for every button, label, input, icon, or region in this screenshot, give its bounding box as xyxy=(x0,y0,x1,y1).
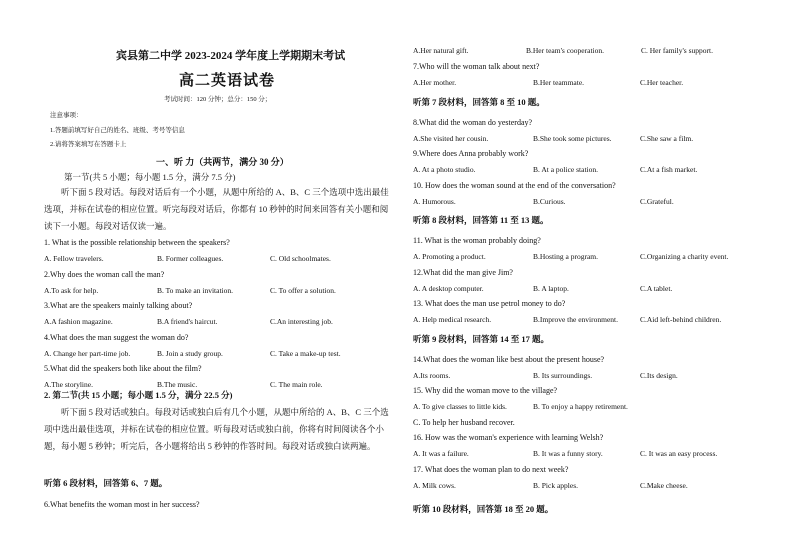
notes-heading: 注意事项： xyxy=(50,112,83,119)
question-5-option-c: C. The main role. xyxy=(270,380,323,389)
group-heading-6: 听第 6 段材料，回答第 6、7 题。 xyxy=(44,478,168,488)
question: 11. What is the woman probably doing? xyxy=(413,236,541,245)
question-4-option-c: C. Take a make-up test. xyxy=(270,348,341,358)
right-column xyxy=(413,0,758,560)
option-a: A.Her mother. xyxy=(413,78,457,87)
question: 13. What does the man use petrol money to do? xyxy=(413,299,566,308)
question-2: 2.Why does the woman call the man? xyxy=(44,269,165,279)
group-heading-10: 听第 10 段材料，回答第 18 至 20 题。 xyxy=(413,504,554,514)
option-b: B.Curious. xyxy=(533,196,566,206)
question-3-option-c: C.An interesting job. xyxy=(270,317,333,326)
option-a: A.She visited her cousin. xyxy=(413,133,489,143)
exam-title: 宾县第二中学 2023-2024 学年度上学期期末考试 xyxy=(116,50,346,62)
option-b: B. It was a funny story. xyxy=(533,449,603,458)
option-c: C.A tablet. xyxy=(640,283,673,293)
part2-instructions: 听下面 5 段对话或独白。每段对话或独白后有几个小题，从题中所给的 A、B、C 三个选项中选出最佳选项，并标在试卷的相应位置。听每段对话或独白前，你将有时间阅读各个小题，每小题 5 秒钟；听完后，各小题将给出 5 秒钟的作答时间。每段对话或独白读两遍。 xyxy=(44,407,389,451)
question-5-option-a: A.The storyline. xyxy=(44,380,93,389)
option-c: C.At a fish market. xyxy=(640,165,698,174)
option-b: B.Improve the environment. xyxy=(533,315,618,324)
option-c: C. It was an easy process. xyxy=(640,449,718,458)
question-3: 3.What are the speakers mainly talking about? xyxy=(44,301,193,310)
question: 9.Where does Anna probably work? xyxy=(413,149,529,158)
question-2-option-b: B. To make an invitation. xyxy=(157,285,233,295)
question-5-option-b: B.The music. xyxy=(157,380,198,389)
question-2-option-a: A.To ask for help. xyxy=(44,285,99,295)
question: 17. What does the woman plan to do next week? xyxy=(413,464,569,474)
option-c: C.Grateful. xyxy=(640,196,674,206)
q6-option-c: C. Her family's support. xyxy=(641,46,713,55)
option-c: C.Aid left-behind children. xyxy=(640,315,722,324)
q6-option-a: A.Her natural gift. xyxy=(413,46,469,55)
option-a: A. It was a failure. xyxy=(413,449,469,458)
question: 7.Who will the woman talk about next? xyxy=(413,62,540,71)
option-a: A. To give classes to little kids. xyxy=(413,402,507,411)
option-a: A. Humorous. xyxy=(413,196,456,206)
part1-instructions: 听下面 5 段对话。每段对话后有一个小题，从题中所给的 A、B、C 三个选项中选出最佳选项，并标在试卷的相应位置。听完每段对话后，你都有 10 秒钟的时间来回答有关小题和阅读下一小题。每段对话仅读一遍。 xyxy=(44,187,389,231)
option-b: B. At a police station. xyxy=(533,165,598,174)
question-3-option-a: A.A fashion magazine. xyxy=(44,317,113,326)
question-2-option-c: C. To offer a solution. xyxy=(270,285,336,295)
option-b: B.She took some pictures. xyxy=(533,133,612,143)
option-c: C.She saw a film. xyxy=(640,133,694,143)
option-c: C.Make cheese. xyxy=(640,480,688,490)
question-4-option-b: B. Join a study group. xyxy=(157,348,223,358)
question: 12.What did the man give Jim? xyxy=(413,267,513,277)
question-4-option-a: A. Change her part-time job. xyxy=(44,348,131,358)
question: 15. Why did the woman move to the village? xyxy=(413,386,558,395)
question: 10. How does the woman sound at the end of the conversation? xyxy=(413,180,616,190)
question-1-option-a: A. Fellow travelers. xyxy=(44,254,104,263)
question-1: 1. What is the possible relationship between the speakers? xyxy=(44,238,230,247)
exam-info: 考试时间：120 分钟；总分：150 分； xyxy=(164,96,272,103)
option-b: B. Its surroundings. xyxy=(533,370,593,380)
part2-heading: 2. 第二节(共 15 小题；每小题 1.5 分，满分 22.5 分) xyxy=(44,390,233,400)
note-item-2: 2.请将答案填写在答题卡上 xyxy=(50,141,127,148)
part1-heading: 第一节(共 5 小题；每小题 1.5 分，满分 7.5 分) xyxy=(64,172,236,182)
question: 16. How was the woman's experience with learning Welsh? xyxy=(413,433,604,442)
question-3-option-b: B.A friend's haircut. xyxy=(157,317,218,326)
question-4: 4.What does the man suggest the woman do? xyxy=(44,332,189,342)
option-b: B. To enjoy a happy retirement. xyxy=(533,402,628,411)
option-b: B. Pick apples. xyxy=(533,480,578,490)
question-1-option-b: B. Former colleagues. xyxy=(157,254,224,263)
group-heading: 听第 7 段材料，回答第 8 至 10 题。 xyxy=(413,96,545,107)
question: C. To help her husband recover. xyxy=(413,417,515,427)
option-b: B.Her teammate. xyxy=(533,78,585,87)
question-6: 6.What benefits the woman most in her success? xyxy=(44,500,200,509)
option-a: A. At a photo studio. xyxy=(413,165,476,174)
group-heading: 听第 9 段材料，回答第 14 至 17 题。 xyxy=(413,333,550,344)
note-item-1: 1.答题前填写好自己的姓名、班级、考号等信息 xyxy=(50,127,185,134)
option-c: C.Its design. xyxy=(640,370,678,380)
option-b: B.Hosting a program. xyxy=(533,252,598,261)
option-a: A. Milk cows. xyxy=(413,480,456,490)
question-1-option-c: C. Old schoolmates. xyxy=(270,254,331,263)
option-a: A. Help medical research. xyxy=(413,315,492,324)
option-c: C.Organizing a charity event. xyxy=(640,252,729,261)
option-a: A.Its rooms. xyxy=(413,370,451,380)
q6-option-b: B.Her team's cooperation. xyxy=(526,46,604,55)
option-a: A. Promoting a product. xyxy=(413,252,486,261)
question: 14.What does the woman like best about the present house? xyxy=(413,354,605,364)
question: 8.What did the woman do yesterday? xyxy=(413,117,533,127)
option-a: A. A desktop computer. xyxy=(413,283,484,293)
option-c: C.Her teacher. xyxy=(640,78,684,87)
left-column xyxy=(44,0,390,560)
section1-heading: 一、听 力（共两节，满分 30 分） xyxy=(156,157,289,167)
paper-subtitle: 高二英语试卷 xyxy=(179,73,276,89)
question-5: 5.What did the speakers both like about the film? xyxy=(44,364,202,373)
group-heading: 听第 8 段材料，回答第 11 至 13 题。 xyxy=(413,215,549,225)
option-b: B. A laptop. xyxy=(533,283,569,293)
